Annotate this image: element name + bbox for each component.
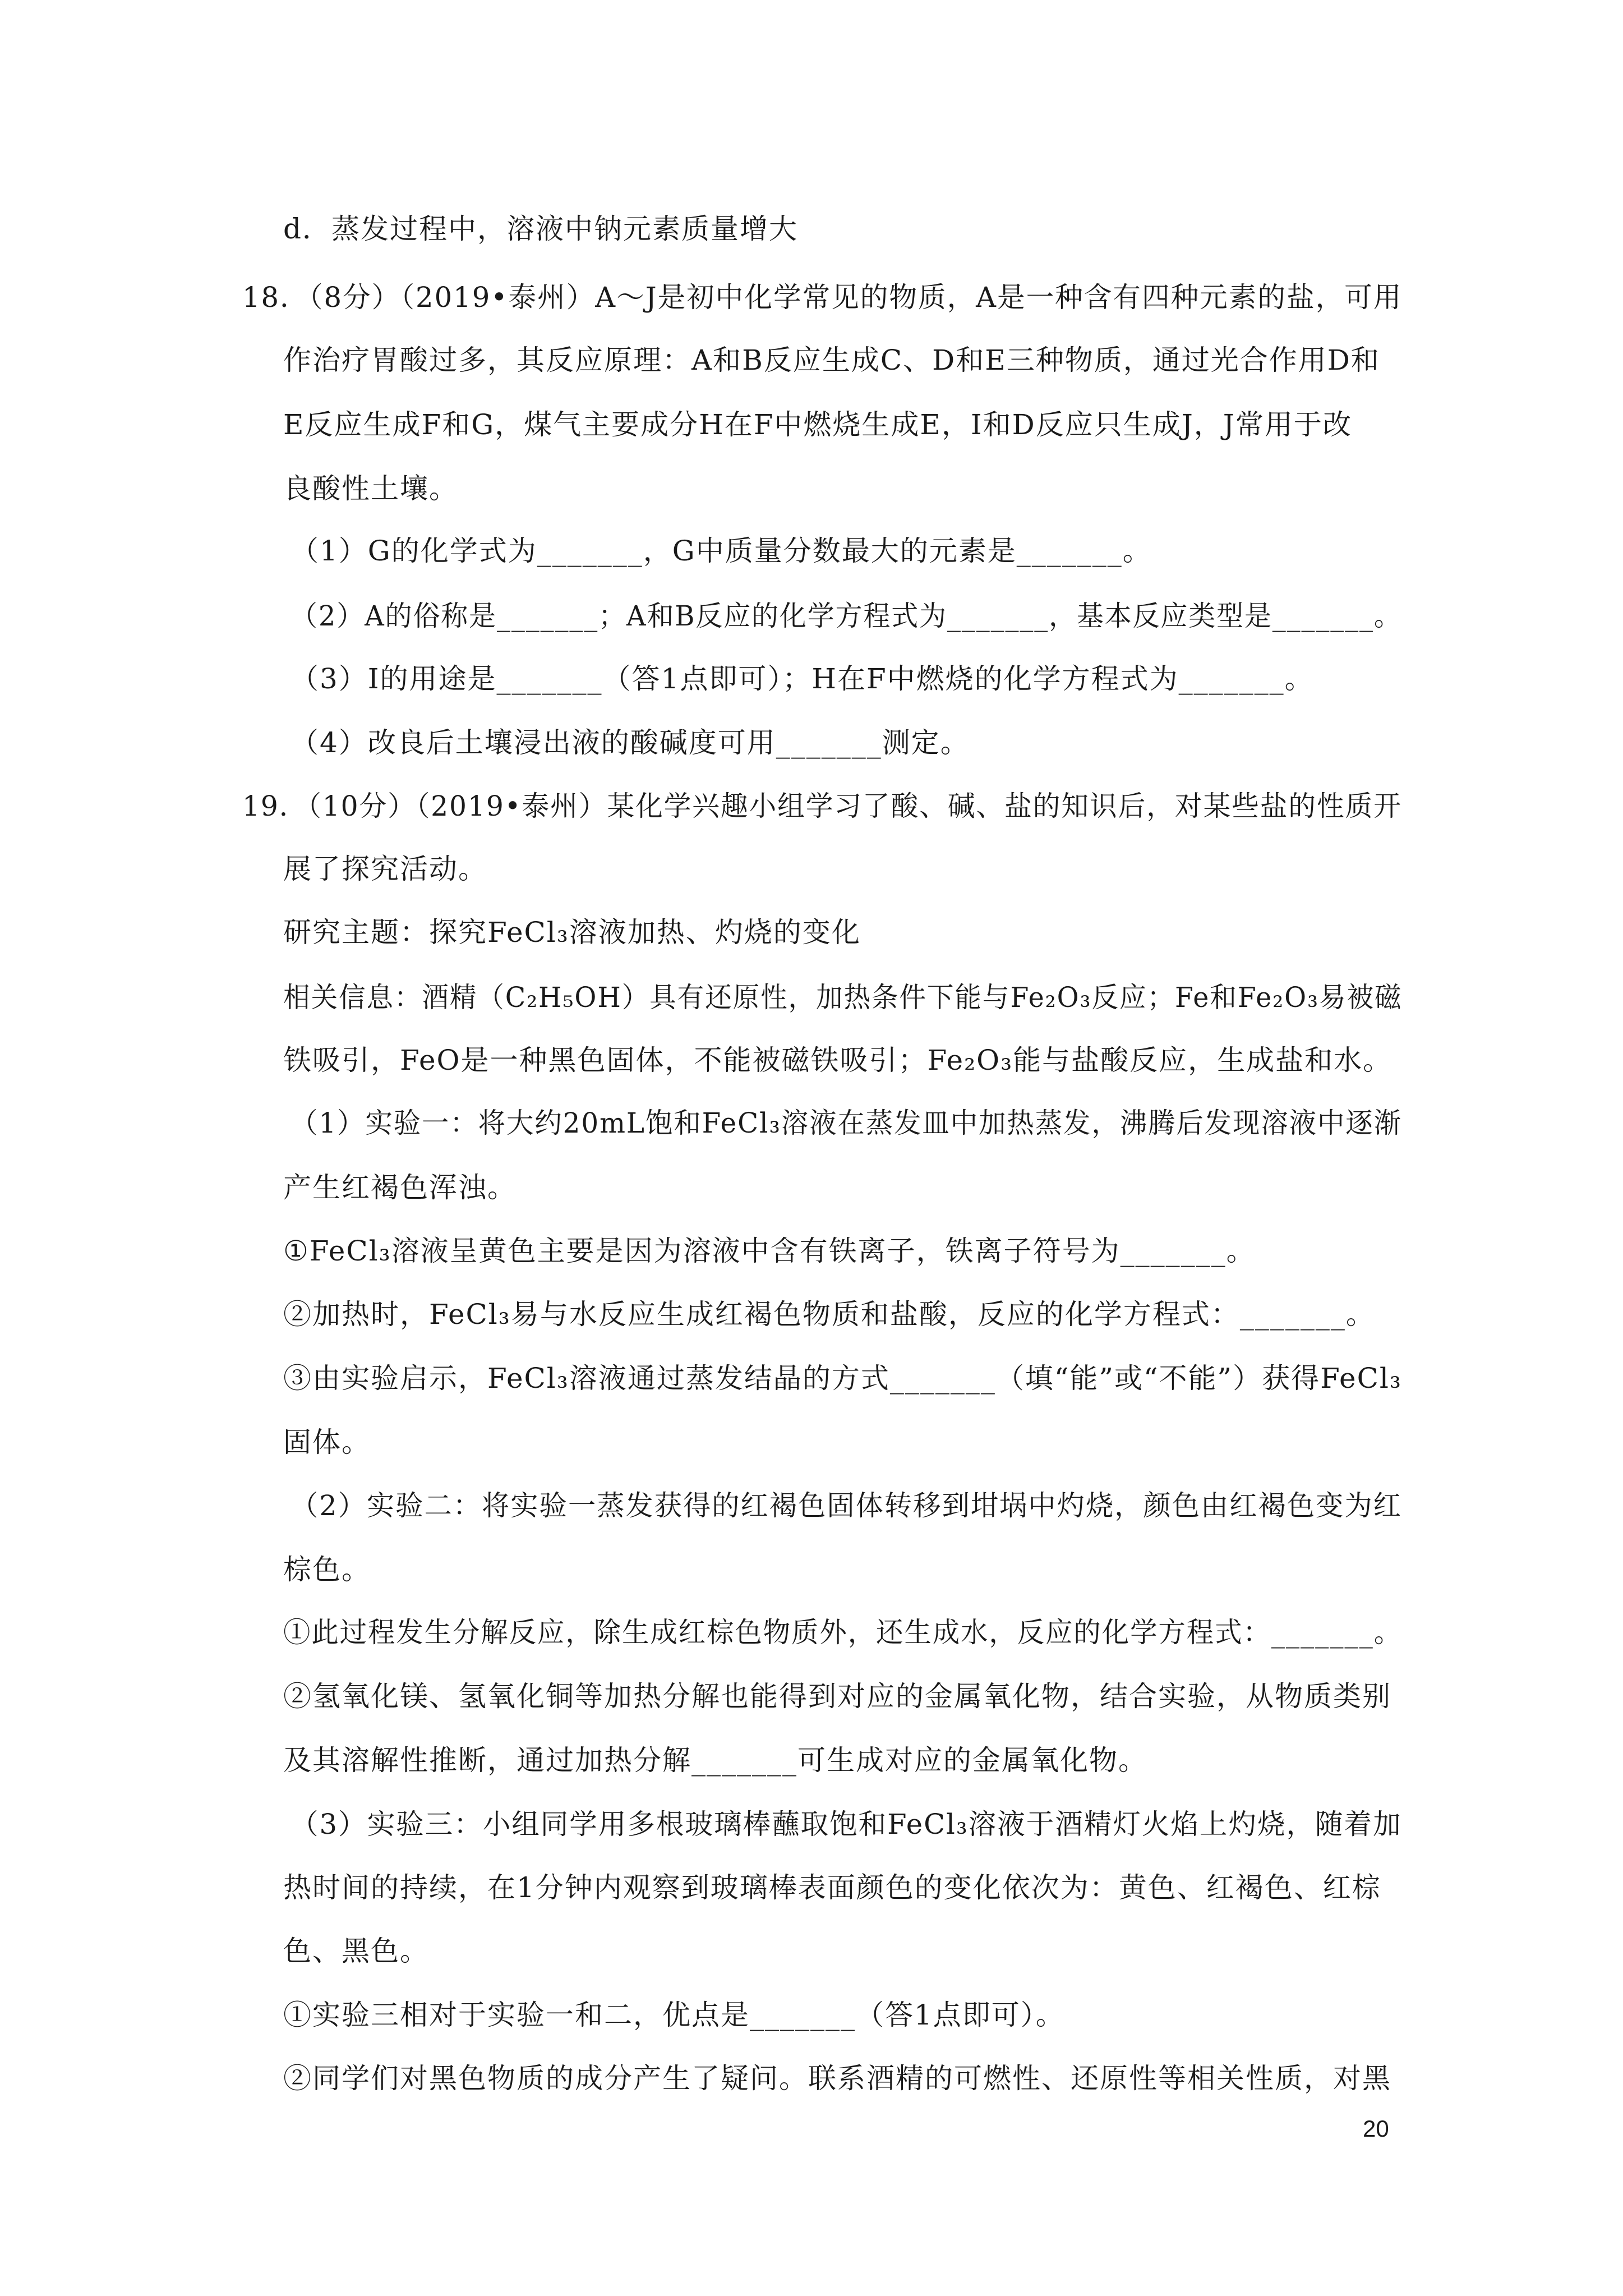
page-number: 20 (1363, 2115, 1389, 2142)
text-line: （1）G的化学式为_______，G中质量分数最大的元素是_______。 (291, 535, 1152, 567)
text-line: （3）实验三：小组同学用多根玻璃棒蘸取饱和FeCl₃溶液于酒精灯火焰上灼烧，随着加 (291, 1808, 1402, 1841)
text-line: 固体。 (283, 1426, 371, 1458)
text-line: ①实验三相对于实验一和二，优点是_______（答1点即可）。 (283, 1999, 1065, 2031)
text-line: ②氢氧化镁、氢氧化铜等加热分解也能得到对应的金属氧化物，结合实验，从物质类别 (283, 1680, 1391, 1713)
text-line: （4）改良后土壤浸出液的酸碱度可用_______测定。 (291, 726, 970, 759)
text-line: （3）I的用途是_______（答1点即可）；H在F中燃烧的化学方程式为_______。 (291, 662, 1314, 695)
text-line: （2）实验二：将实验一蒸发获得的红褐色固体转移到坩埚中灼烧，颜色由红褐色变为红 (291, 1489, 1402, 1522)
text-line: ③由实验启示，FeCl₃溶液通过蒸发结晶的方式_______（填“能”或“不能”）获得FeCl₃ (283, 1362, 1402, 1395)
text-line: 产生红褐色浑浊。 (283, 1171, 517, 1204)
text-line: ①FeCl₃溶液呈黄色主要是因为溶液中含有铁离子，铁离子符号为_______。 (283, 1235, 1256, 1267)
text-line: 色、黑色。 (283, 1935, 429, 1967)
text-line: （1）实验一：将大约20mL饱和FeCl₃溶液在蒸发皿中加热蒸发，沸腾后发现溶液中逐渐 (291, 1107, 1402, 1139)
text-line: d．蒸发过程中，溶液中钠元素质量增大 (283, 213, 799, 245)
text-line: E反应生成F和G，煤气主要成分H在F中燃烧生成E，I和D反应只生成J，J常用于改 (283, 408, 1352, 441)
text-line: ①此过程发生分解反应，除生成红棕色物质外，还生成水，反应的化学方程式：_______。 (283, 1616, 1403, 1649)
text-line: 棕色。 (283, 1553, 371, 1586)
text-line: 展了探究活动。 (283, 853, 487, 885)
question-18-line: 18．（8分）（2019•泰州）A～J是初中化学常见的物质，A是一种含有四种元素的盐，可用 (242, 281, 1403, 314)
text-line: ②同学们对黑色物质的成分产生了疑问。联系酒精的可燃性、还原性等相关性质，对黑 (283, 2062, 1391, 2095)
text-line: （2）A的俗称是_______；A和B反应的化学方程式为_______，基本反应类型是_______。 (291, 600, 1402, 632)
text-line: ②加热时，FeCl₃易与水反应生成红褐色物质和盐酸，反应的化学方程式：_______。 (283, 1298, 1375, 1331)
text-line: 及其溶解性推断，通过加热分解_______可生成对应的金属氧化物。 (283, 1744, 1147, 1777)
text-line: 作治疗胃酸过多，其反应原理：A和B反应生成C、D和E三种物质，通过光合作用D和 (283, 344, 1380, 376)
text-line: 铁吸引，FeO是一种黑色固体，不能被磁铁吸引；Fe₂O₃能与盐酸反应，生成盐和水。 (283, 1044, 1393, 1076)
text-line: 热时间的持续，在1分钟内观察到玻璃棒表面颜色的变化依次为：黄色、红褐色、红棕 (283, 1871, 1381, 1904)
question-19-line: 19．（10分）（2019•泰州）某化学兴趣小组学习了酸、碱、盐的知识后，对某些盐的性质开 (242, 790, 1402, 822)
text-line: 相关信息：酒精（C₂H₅OH）具有还原性，加热条件下能与Fe₂O₃反应；Fe和Fe₂O₃易被磁 (283, 981, 1403, 1014)
text-line: 研究主题：探究FeCl₃溶液加热、灼烧的变化 (283, 916, 861, 949)
text-line: 良酸性土壤。 (283, 472, 458, 505)
